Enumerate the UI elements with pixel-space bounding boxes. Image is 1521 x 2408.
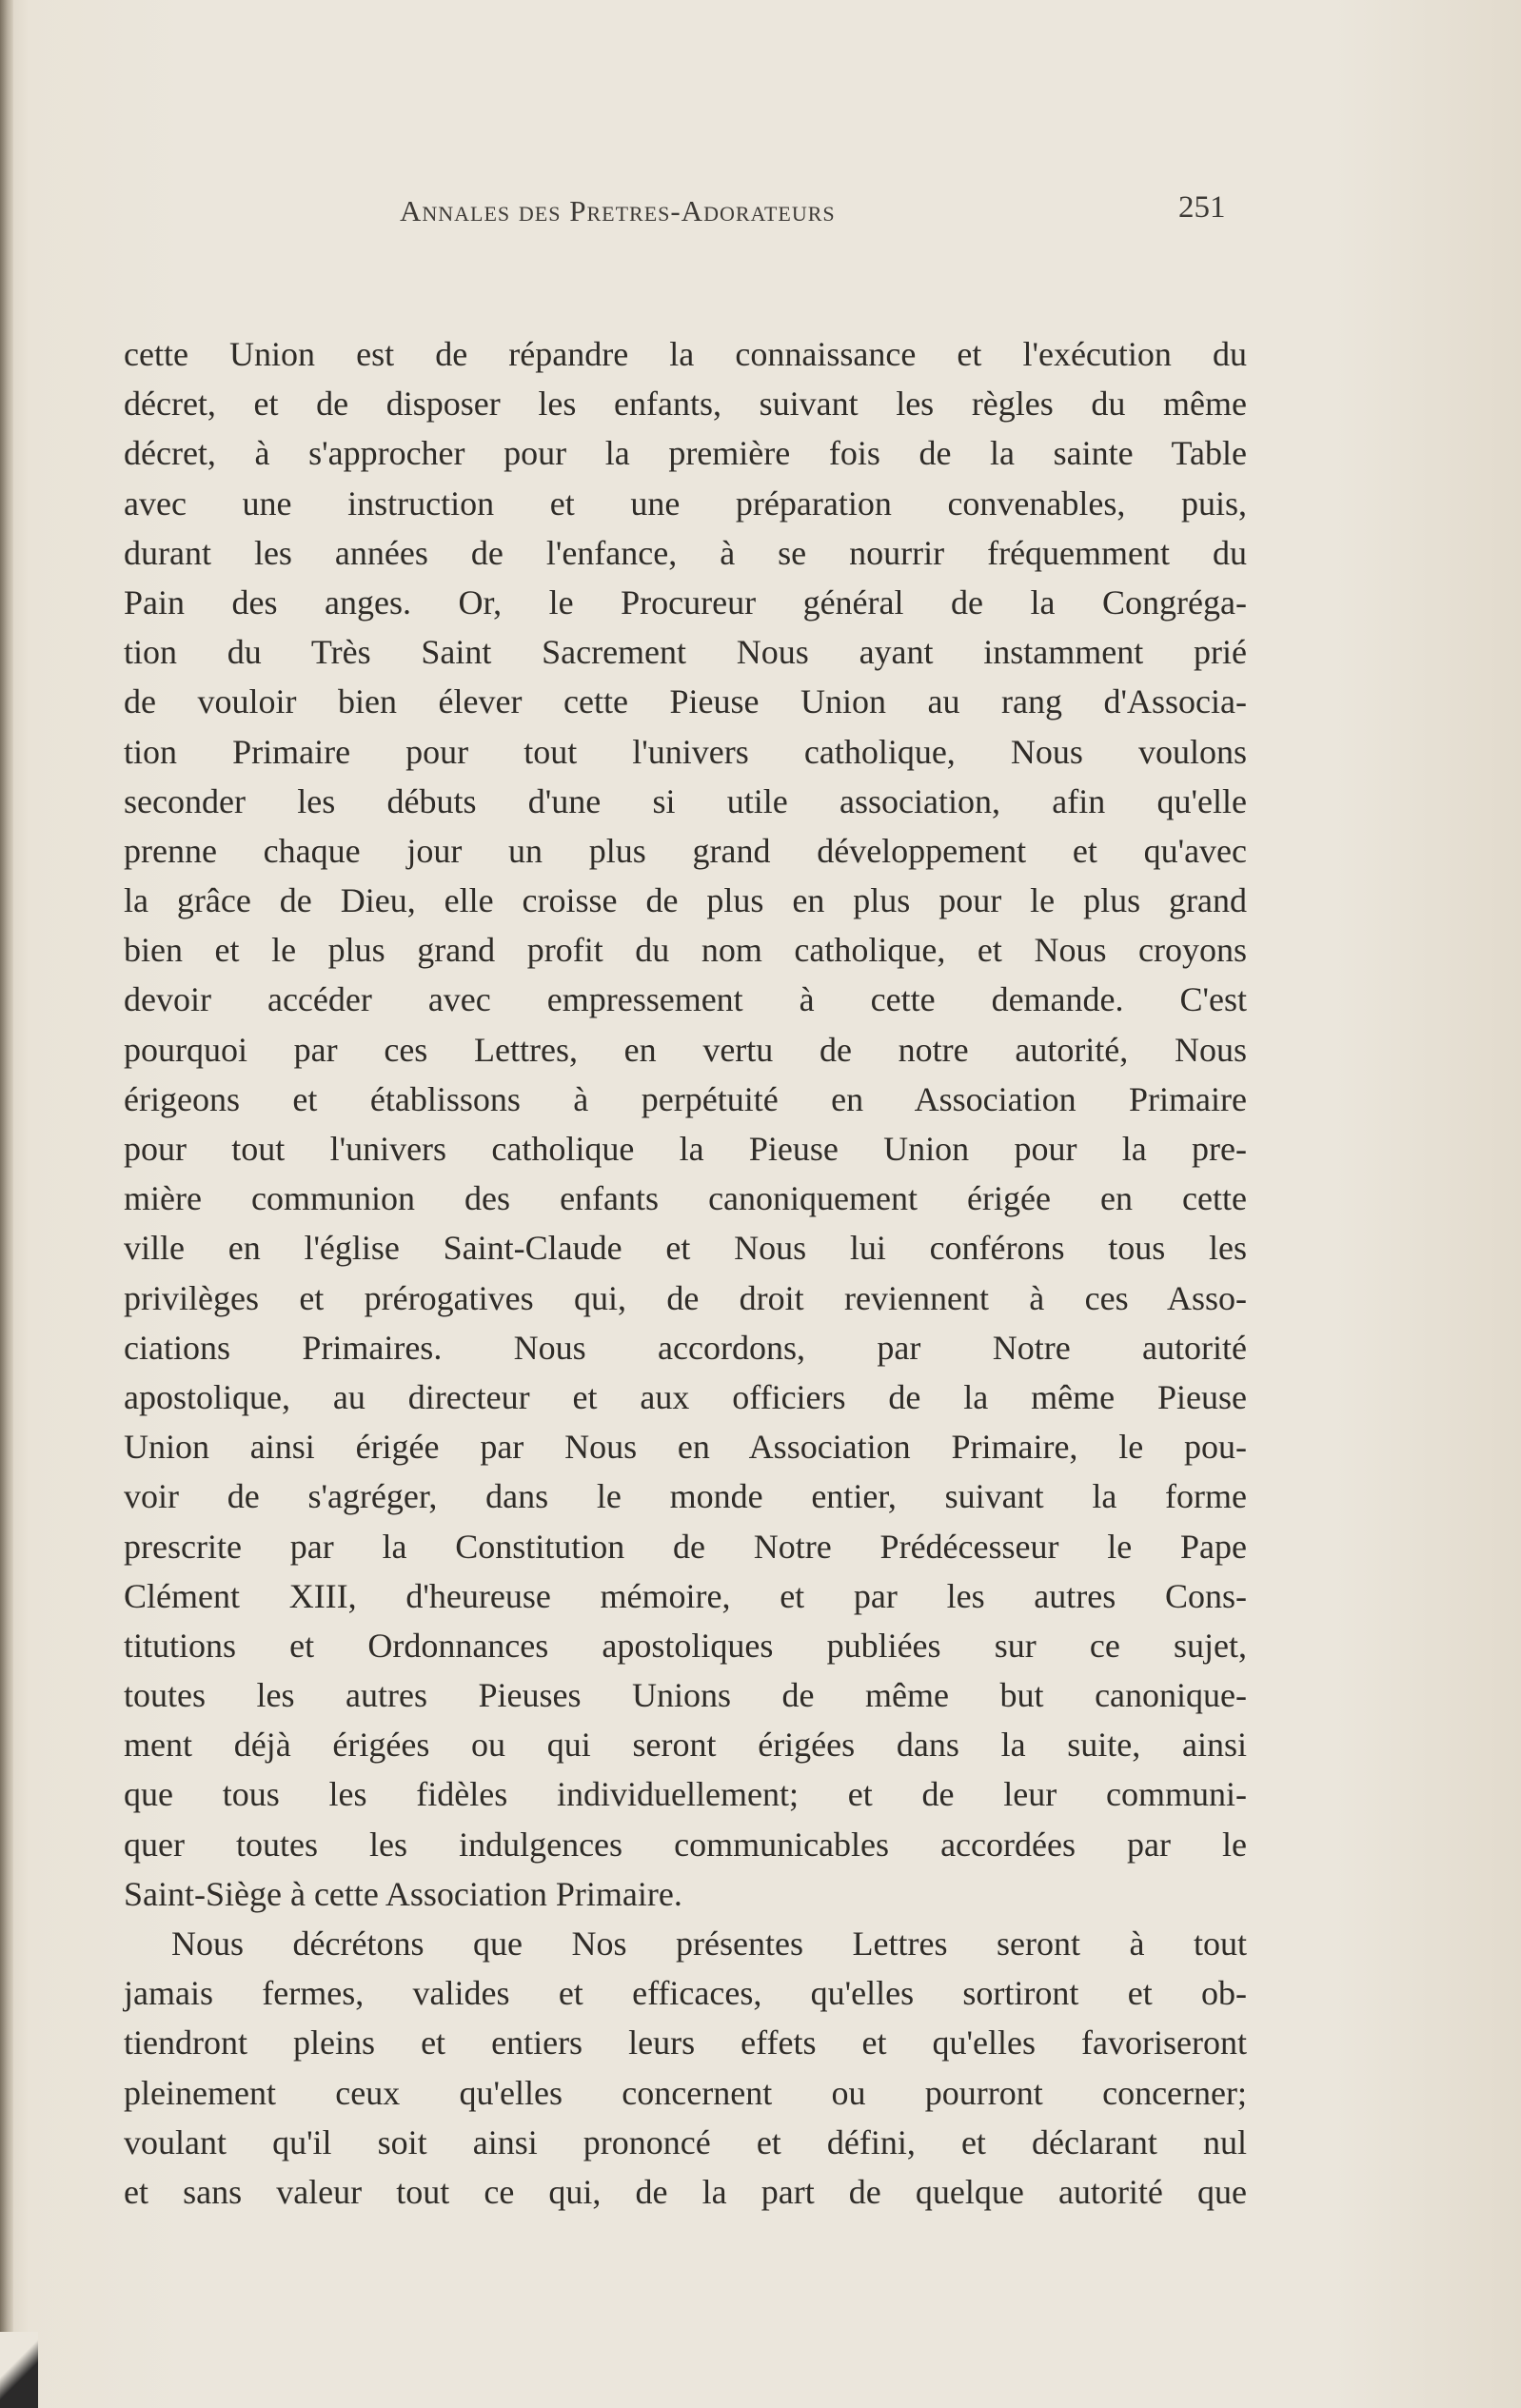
text-line: ciations Primaires. Nous accordons, par Notre autorité bbox=[124, 1328, 1247, 1367]
text-line: privilèges et prérogatives qui, de droit reviennent à ces Asso- bbox=[124, 1278, 1247, 1317]
text-line: toutes les autres Pieuses Unions de même but canonique- bbox=[124, 1676, 1247, 1715]
page-number: 251 bbox=[1178, 190, 1226, 225]
text-line: mière communion des enfants canoniquement érigée en cette bbox=[124, 1179, 1247, 1218]
text-line: tion Primaire pour tout l'univers catholique, Nous voulons bbox=[124, 732, 1247, 771]
text-line: tiendront pleins et entiers leurs effets et qu'elles favoriseront bbox=[124, 2023, 1247, 2063]
text-line: bien et le plus grand profit du nom catholique, et Nous croyons bbox=[124, 931, 1247, 970]
text-line: Clément XIII, d'heureuse mémoire, et par les autres Cons- bbox=[124, 1576, 1247, 1615]
text-line: durant les années de l'enfance, à se nourrir fréquemment du bbox=[124, 533, 1247, 572]
text-line: Pain des anges. Or, le Procureur général de la Congréga- bbox=[124, 582, 1247, 622]
text-line: quer toutes les indulgences communicables accordées par le bbox=[124, 1825, 1247, 1864]
text-line: Saint-Siège à cette Association Primaire. bbox=[124, 1874, 682, 1913]
text-line: voir de s'agréger, dans le monde entier, suivant la forme bbox=[124, 1477, 1247, 1516]
text-line: seconder les débuts d'une si utile association, afin qu'elle bbox=[124, 781, 1247, 820]
text-line: cette Union est de répandre la connaissance et l'exécution du bbox=[124, 335, 1247, 373]
running-title: Annales des Pretres-Adorateurs bbox=[400, 194, 836, 227]
text-line: que tous les fidèles individuellement; et de leur communi- bbox=[124, 1775, 1247, 1814]
text-line: ville en l'église Saint-Claude et Nous lui conférons tous les bbox=[124, 1229, 1247, 1268]
text-line: érigeons et établissons à perpétuité en Association Primaire bbox=[124, 1079, 1247, 1118]
text-line: ment déjà érigées ou qui seront érigées dans la suite, ainsi bbox=[124, 1726, 1247, 1765]
text-line: voulant qu'il soit ainsi prononcé et défini, et déclarant nul bbox=[124, 2122, 1247, 2161]
body-text bbox=[124, 329, 1247, 2217]
running-header bbox=[114, 190, 1256, 247]
text-line: apostolique, au directeur et aux officiers de la même Pieuse bbox=[124, 1377, 1247, 1416]
text-line: pleinement ceux qu'elles concernent ou pourront concerner; bbox=[124, 2073, 1247, 2112]
text-line: devoir accéder avec empressement à cette demande. C'est bbox=[124, 980, 1247, 1019]
text-line: prescrite par la Constitution de Notre Prédécesseur le Pape bbox=[124, 1527, 1247, 1566]
text-line: Union ainsi érigée par Nous en Association Primaire, le pou- bbox=[124, 1428, 1247, 1467]
text-line: décret, et de disposer les enfants, suivant les règles du même bbox=[124, 385, 1247, 424]
page-corner-shadow bbox=[0, 2332, 38, 2408]
text-line: pour tout l'univers catholique la Pieuse Union pour la pre- bbox=[124, 1130, 1247, 1168]
text-line: jamais fermes, valides et efficaces, qu'elles sortiront et ob- bbox=[124, 1974, 1247, 2013]
text-line: titutions et Ordonnances apostoliques publiées sur ce sujet, bbox=[124, 1626, 1247, 1665]
text-line: pourquoi par ces Lettres, en vertu de notre autorité, Nous bbox=[124, 1030, 1247, 1069]
text-line: Nous décrétons que Nos présentes Lettres seront à tout bbox=[171, 1924, 1247, 1963]
page-binding-edge bbox=[0, 0, 13, 2408]
text-line: la grâce de Dieu, elle croisse de plus en plus pour le plus grand bbox=[124, 881, 1247, 920]
text-line: prenne chaque jour un plus grand développement et qu'avec bbox=[124, 831, 1247, 870]
text-line: et sans valeur tout ce qui, de la part de quelque autorité que bbox=[124, 2172, 1247, 2211]
text-line: décret, à s'approcher pour la première fois de la sainte Table bbox=[124, 434, 1247, 473]
text-line: de vouloir bien élever cette Pieuse Union au rang d'Associa- bbox=[124, 682, 1247, 721]
text-line: avec une instruction et une préparation convenables, puis, bbox=[124, 484, 1247, 523]
text-line: tion du Très Saint Sacrement Nous ayant instamment prié bbox=[124, 633, 1247, 672]
